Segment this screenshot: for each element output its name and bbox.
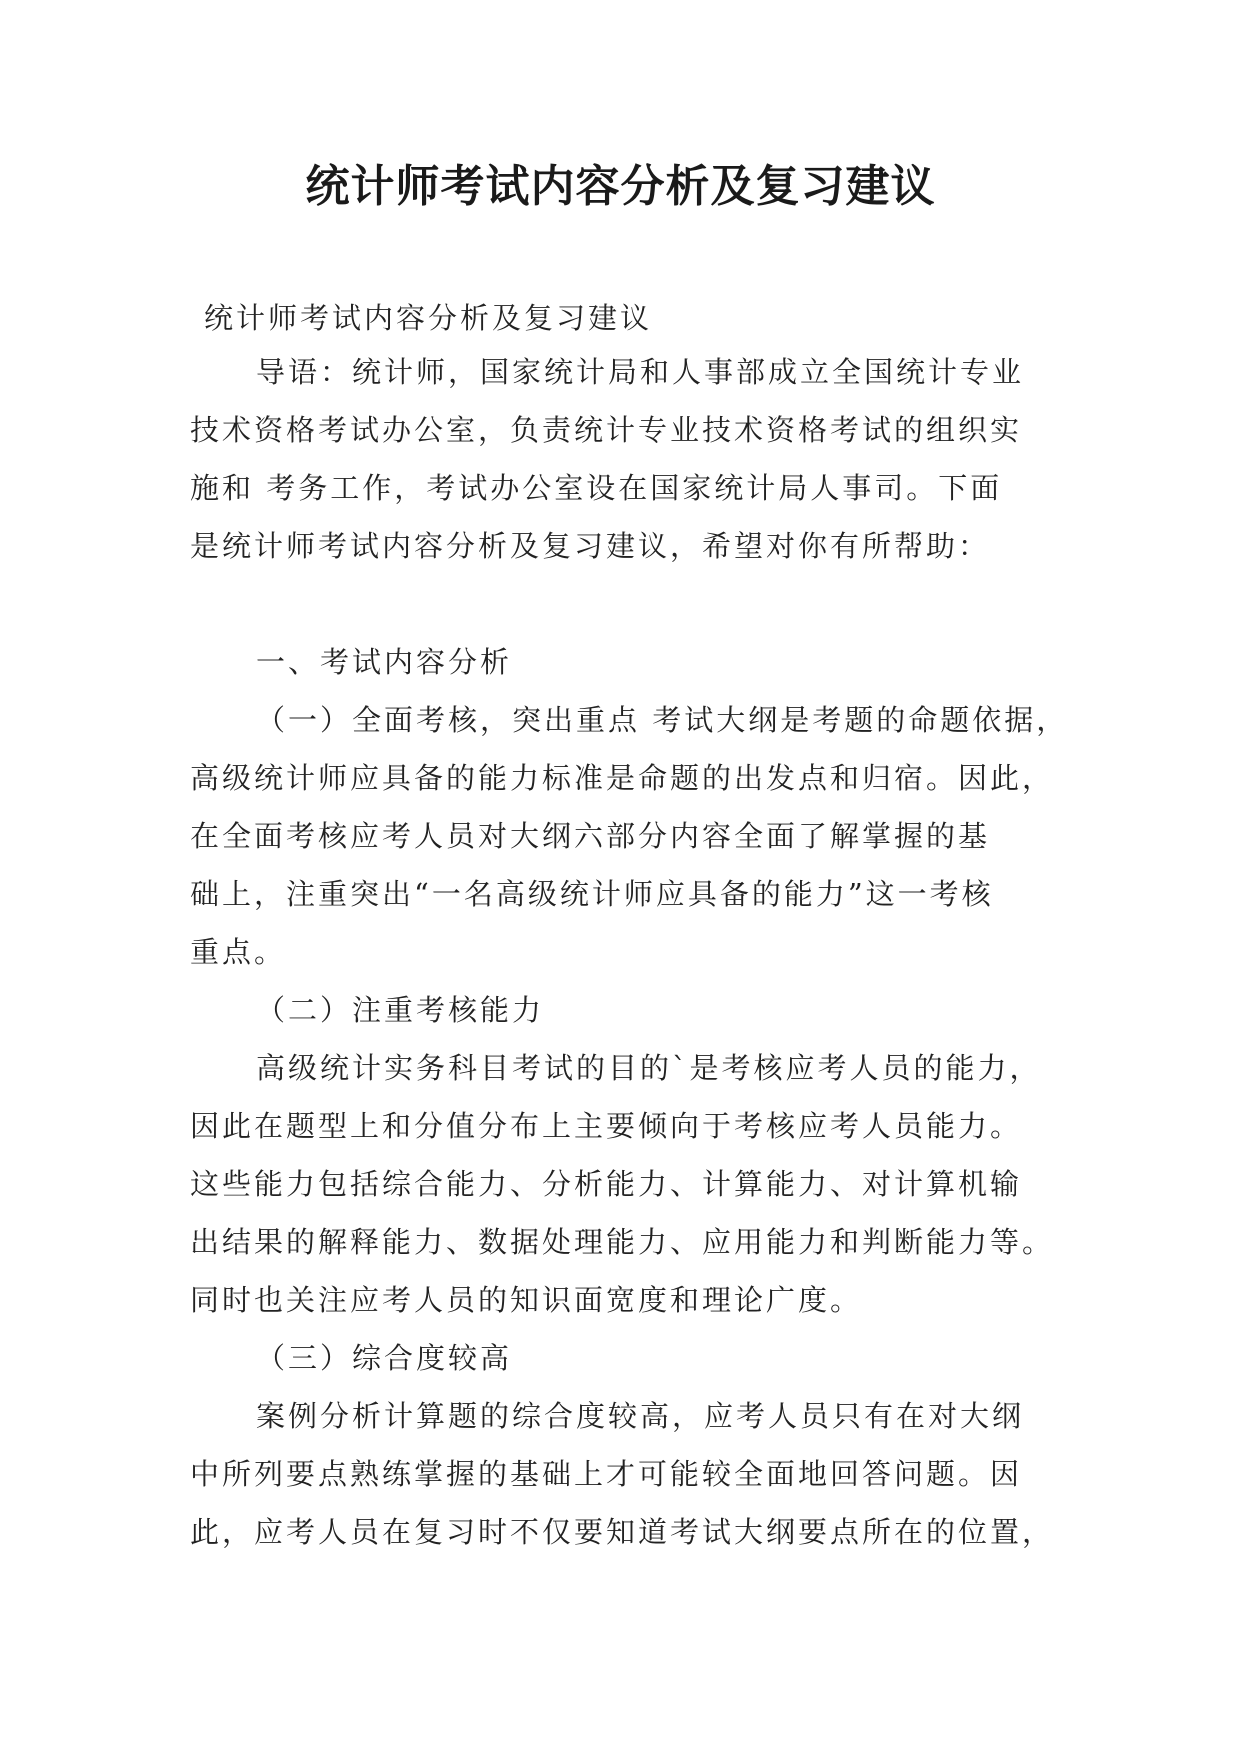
paragraph-line: 高级统计师应具备的能力标准是命题的出发点和归宿。因此， — [190, 761, 1055, 795]
paragraph-line: 在全面考核应考人员对大纲六部分内容全面了解掌握的基 — [190, 819, 991, 853]
paragraph-line: 础上，注重突出“一名高级统计师应具备的能力”这一考核 — [190, 877, 994, 911]
section-heading: 一、考试内容分析 — [256, 645, 513, 679]
paragraph-line: （一）全面考核，突出重点 考试大纲是考题的命题依据， — [256, 703, 1069, 737]
paragraph-line: 此，应考人员在复习时不仅要知道考试大纲要点所在的位置， — [190, 1515, 1055, 1549]
intro-line: 施和 考务工作，考试办公室设在国家统计局人事司。下面 — [190, 471, 1003, 505]
paragraph-line: 重点。 — [190, 935, 287, 969]
paragraph-line: 因此在题型上和分值分布上主要倾向于考核应考人员能力。 — [190, 1109, 1023, 1143]
document-title: 统计师考试内容分析及复习建议 — [305, 161, 936, 212]
subtitle-line: 统计师考试内容分析及复习建议 — [204, 301, 653, 335]
paragraph-line: 高级统计实务科目考试的目的`是考核应考人员的能力， — [256, 1051, 1042, 1085]
intro-line: 技术资格考试办公室，负责统计专业技术资格考试的组织实 — [190, 413, 1023, 447]
intro-line: 导语：统计师，国家统计局和人事部成立全国统计专业 — [256, 355, 1025, 389]
paragraph-line: 同时也关注应考人员的知识面宽度和理论广度。 — [190, 1283, 863, 1317]
subsection-heading: （二）注重考核能力 — [256, 993, 545, 1027]
intro-line: 是统计师考试内容分析及复习建议，希望对你有所帮助： — [190, 529, 991, 563]
paragraph-line: 出结果的解释能力、数据处理能力、应用能力和判断能力等。 — [190, 1225, 1055, 1259]
subsection-heading: （三）综合度较高 — [256, 1341, 513, 1375]
paragraph-line: 这些能力包括综合能力、分析能力、计算能力、对计算机输 — [190, 1167, 1023, 1201]
paragraph-line: 中所列要点熟练掌握的基础上才可能较全面地回答问题。因 — [190, 1457, 1023, 1491]
paragraph-line: 案例分析计算题的综合度较高，应考人员只有在对大纲 — [256, 1399, 1025, 1433]
